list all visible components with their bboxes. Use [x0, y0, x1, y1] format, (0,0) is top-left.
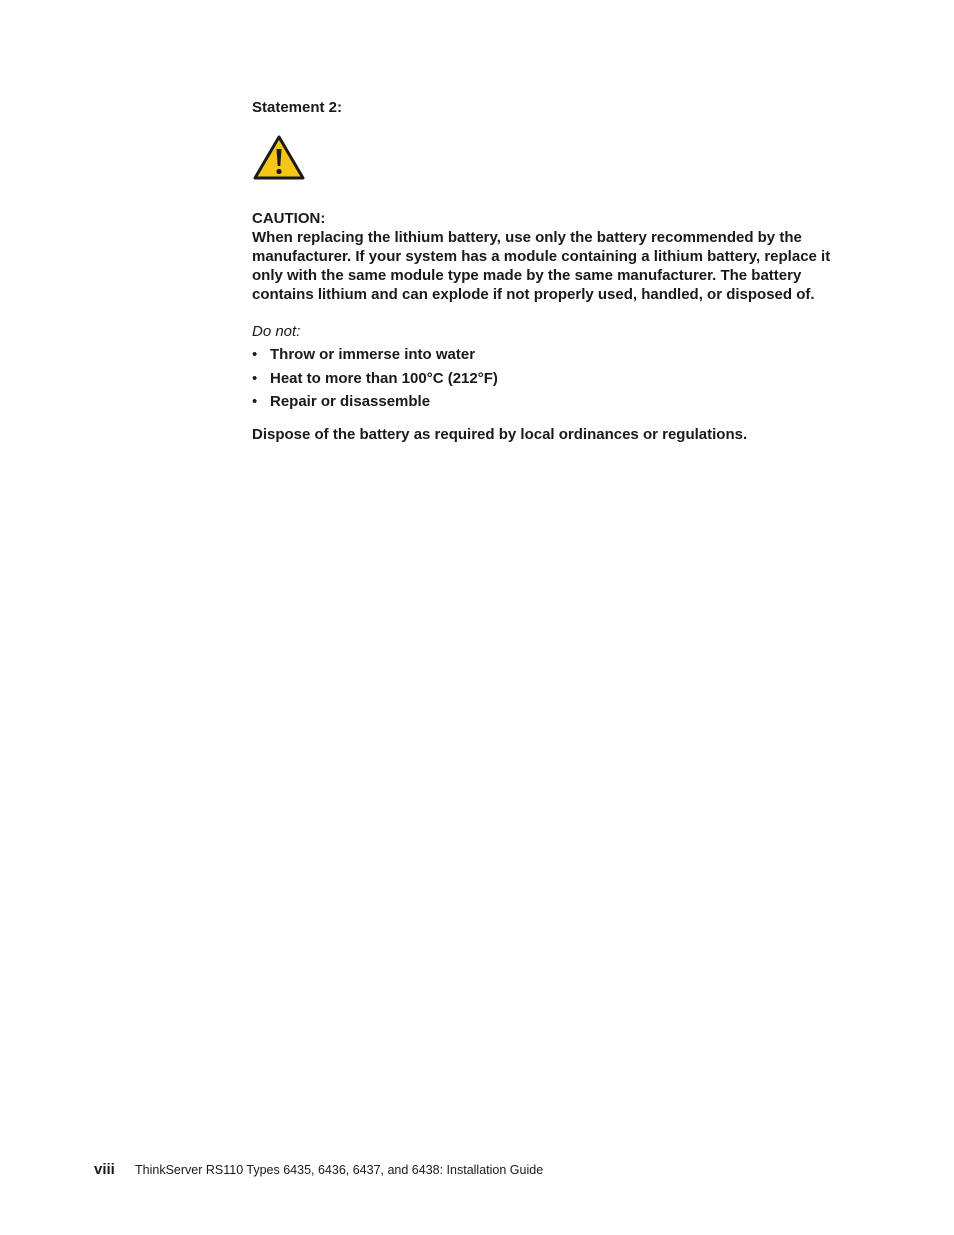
bullet-icon: •: [252, 346, 258, 363]
list-item: [252, 345, 852, 364]
statement-title: Statement 2:: [252, 99, 343, 116]
caution-text: When replacing the lithium battery, use only the battery recommended by the manufacturer. If your system has a module containing a lithium battery, replace it only with the same module type made by the same manufacturer. The battery contains lithium and can explode if not properly used, handled, or disposed of.: [252, 229, 831, 303]
bullet-icon: •: [252, 393, 258, 410]
hazard-text: Throw or immerse into water: [270, 346, 476, 363]
list-item: [252, 392, 852, 411]
hazard-text: Repair or disassemble: [270, 393, 431, 410]
hazard-text: Heat to more than 100°C (212°F): [270, 369, 498, 387]
do-not-label: Do not:: [252, 323, 301, 340]
hazard-list: [252, 345, 852, 411]
dispose-instructions: Dispose of the battery as required by local ordinances or regulations.: [252, 426, 748, 443]
document-title: ThinkServer RS110 Types 6435, 6436, 6437, and 6438: Installation Guide: [135, 1163, 544, 1177]
caution-label: CAUTION:: [252, 210, 326, 227]
page-footer: [94, 1161, 543, 1179]
bullet-icon: •: [252, 369, 258, 387]
page-number: viii: [94, 1161, 115, 1178]
safety-statement: [252, 98, 852, 444]
list-item: [252, 369, 852, 388]
warning-triangle-icon: [252, 134, 306, 182]
